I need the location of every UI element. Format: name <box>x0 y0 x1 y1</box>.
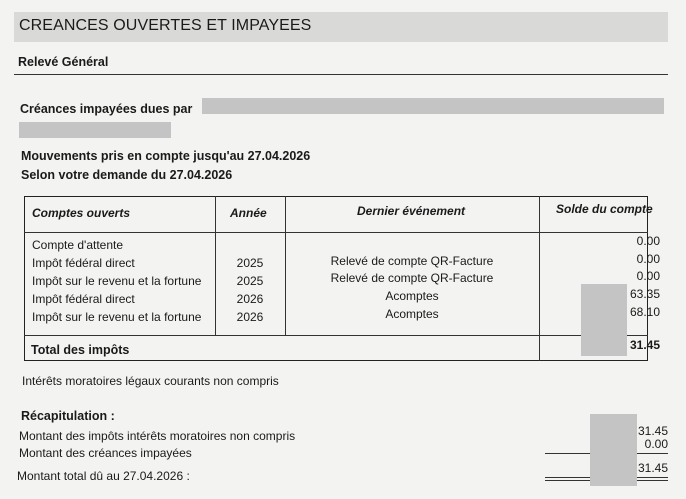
movements-line: Mouvements pris en compte jusqu'au 27.04.2026 <box>21 149 311 163</box>
row-balance: 68.10 <box>629 305 660 319</box>
recap-heading: Récapitulation : <box>21 409 115 423</box>
row-year: 2026 <box>236 292 264 306</box>
col-header-last-event: Dernier événement <box>357 204 466 218</box>
recap-line-value: 31.45 <box>637 424 668 438</box>
document-title: CREANCES OUVERTES ET IMPAYEES <box>19 17 312 34</box>
row-event: Acomptes <box>385 289 439 303</box>
redacted-name <box>202 98 664 114</box>
request-line: Selon votre demande du 27.04.2026 <box>21 168 233 182</box>
row-year: 2026 <box>236 310 264 324</box>
redacted-address <box>19 122 171 138</box>
recap-total-value: 31.45 <box>637 461 668 475</box>
total-taxes-value: 31.45 <box>629 338 660 352</box>
row-event: Acomptes <box>385 307 439 321</box>
document-subtitle: Relevé Général <box>18 55 109 69</box>
col-header-balance: Solde du compte <box>556 202 653 216</box>
header-row-divider <box>24 232 648 233</box>
recap-line-label: Montant des créances impayées <box>19 446 192 460</box>
col-header-year: Année <box>230 206 267 220</box>
total-row-divider <box>24 335 648 336</box>
row-account: Impôt fédéral direct <box>32 256 135 270</box>
row-account: Impôt sur le revenu et la fortune <box>32 274 202 288</box>
row-balance: 63.35 <box>629 287 660 301</box>
row-account: Impôt sur le revenu et la fortune <box>32 310 202 324</box>
row-event: Relevé de compte QR-Facture <box>330 254 494 268</box>
row-balance: 0.00 <box>636 234 660 248</box>
redacted-balances <box>581 284 627 356</box>
row-event: Relevé de compte QR-Facture <box>330 271 494 285</box>
row-balance: 0.00 <box>636 252 660 266</box>
row-balance: 0.00 <box>636 269 660 283</box>
col-divider <box>539 196 540 361</box>
total-taxes-label: Total des impôts <box>31 343 130 357</box>
recap-line-label: Montant des impôts intérêts moratoires non compris <box>19 429 296 443</box>
redacted-recap-values <box>590 414 637 486</box>
header-divider <box>14 74 668 75</box>
col-divider <box>215 196 216 233</box>
recap-line-value: 0.00 <box>644 437 668 451</box>
col-divider <box>285 196 286 233</box>
unpaid-by-label: Créances impayées dues par <box>20 102 193 116</box>
row-account: Compte d'attente <box>32 238 124 252</box>
col-header-accounts: Comptes ouverts <box>32 206 131 220</box>
row-year: 2025 <box>236 256 264 270</box>
row-account: Impôt fédéral direct <box>32 292 135 306</box>
interest-note: Intérêts moratoires légaux courants non compris <box>22 374 279 388</box>
row-year: 2025 <box>236 274 264 288</box>
recap-total-label: Montant total dû au 27.04.2026 : <box>17 469 190 483</box>
